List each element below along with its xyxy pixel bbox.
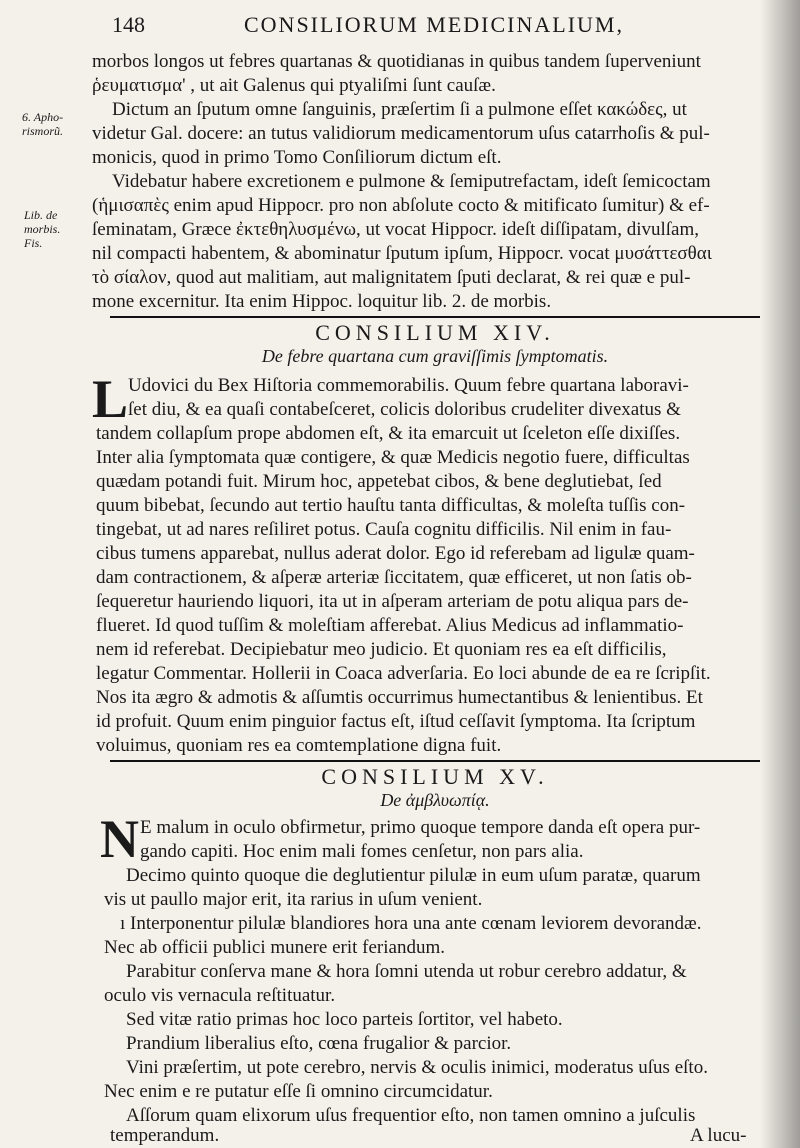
section-rule bbox=[110, 760, 760, 762]
text-line: Vini præſertim, ut pote cerebro, nervis & oculis inimici, moderatus uſus eſto. bbox=[126, 1057, 708, 1078]
text-line: dam contractionem, & aſperæ arteriæ ſiccitatem, quæ efficeret, ut non ſatis ob- bbox=[96, 567, 692, 588]
margin-note: 6. Apho- bbox=[22, 110, 64, 124]
text-line: Aſſorum quam elixorum uſus frequentior eſto, non tamen omnino a juſculis bbox=[126, 1105, 696, 1126]
text-line: Sed vitæ ratio primas hoc loco parteis ſortitor, vel habeto. bbox=[126, 1009, 563, 1030]
text-line: cibus tumens apparebat, nullus aderat dolor. Ego id referebam ad ligulæ quam- bbox=[96, 543, 695, 564]
text-line: ſet diu, & ea quaſi contabeſceret, colicis doloribus crudeliter divexatus & bbox=[128, 399, 681, 420]
text-line: Decimo quinto quoque die deglutientur pilulæ in eum uſum paratæ, quarum bbox=[126, 865, 701, 886]
text-line: Udovici du Bex Hiſtoria commemorabilis. Quum febre quartana laboravi- bbox=[128, 375, 689, 396]
text-line: Prandium liberalius eſto, cœna frugalior & parcior. bbox=[126, 1033, 512, 1054]
text-line: E malum in oculo obfirmetur, primo quoque tempore danda eſt opera pur- bbox=[140, 817, 701, 838]
text-line: (ἡμισαπὲς enim apud Hippocr. pro non abſolute cocto & mitificato ſumitur) & ef- bbox=[92, 195, 710, 216]
drop-cap: L bbox=[92, 369, 129, 429]
section-title: CONSILIUM XV. bbox=[321, 764, 549, 789]
section-title: CONSILIUM XIV. bbox=[315, 320, 555, 345]
text-line: Inter alia ſymptomata quæ contigere, & quæ Medicis negotio fuere, difficultas bbox=[96, 447, 690, 468]
catchword: A lucu- bbox=[690, 1125, 747, 1146]
text-line: flueret. Id quod tuſſim & moleſtiam afferebat. Alius Medicus ad inflammatio- bbox=[96, 615, 684, 636]
margin-note: morbis. bbox=[24, 222, 61, 236]
text-line: gando capiti. Hoc enim mali fomes cenſetur, non pars alia. bbox=[140, 841, 584, 862]
text-line: Nos ita ægro & admotis & aſſumtis occurrimus humectantibus & lenientibus. Et bbox=[96, 687, 703, 708]
text-line: Nec ab officii publici munere erit feriandum. bbox=[104, 937, 445, 958]
text-line: id profuit. Quum enim pinguior factus eſt, iſtud ceſſavit ſymptoma. Ita ſcriptum bbox=[96, 711, 696, 732]
text-line: τὸ σίαλον, quod aut malitiam, aut malignitatem ſputi declarat, & rei quæ e pul- bbox=[92, 267, 691, 288]
text-line: ſequeretur hauriendo liquori, ita ut in aſperam arteriam de potu aliqua pars de- bbox=[96, 591, 689, 612]
text-line: nem id referebat. Decipiebatur meo judicio. Et quoniam res ea eſt difficilis, bbox=[96, 639, 667, 660]
section-subtitle: De ἀμβλυωπίᾳ. bbox=[380, 790, 490, 810]
page-number: 148 bbox=[112, 12, 145, 37]
text-line: quædam potandi fuit. Mirum hoc, appetebat cibos, & bene deglutiebat, ſed bbox=[96, 471, 662, 492]
text-line: temperandum. bbox=[110, 1125, 220, 1146]
text-line: Nec enim e re putatur eſſe ſi omnino circumcidatur. bbox=[104, 1081, 493, 1102]
section-rule bbox=[110, 316, 760, 318]
text-line: nil compacti habentem, & abominatur ſputum ipſum, Hippocr. vocat μυσάττεσθαι bbox=[92, 243, 712, 264]
running-title: CONSILIORUM MEDICINALIUM, bbox=[244, 12, 624, 37]
text-line: tingebat, ut ad nares reſiliret potus. Cauſa cognitu difficilis. Nil enim in fau- bbox=[96, 519, 672, 540]
text-line: Videbatur habere excretionem e pulmone & ſemiputrefactam, ideſt ſemicoctam bbox=[112, 171, 711, 192]
text-line: ı Interponentur pilulæ blandiores hora una ante cœnam leviorem devorandæ. bbox=[120, 913, 702, 934]
margin-note: Lib. de bbox=[24, 208, 58, 222]
margin-note: rismorũ. bbox=[22, 124, 64, 138]
text-line: ſeminatam, Græce ἐκτεθηλυσμένω, ut vocat Hippocr. ideſt diſſipatam, divulſam, bbox=[92, 219, 700, 240]
text-line: mone excernitur. Ita enim Hippoc. loquitur lib. 2. de morbis. bbox=[92, 291, 552, 312]
section-subtitle: De febre quartana cum graviſſimis ſymptomatis. bbox=[261, 346, 609, 366]
text-line: vis ut paullo major erit, ita rarius in uſum venient. bbox=[104, 889, 483, 910]
page-gutter-shadow bbox=[760, 0, 800, 1148]
text-line: morbos longos ut febres quartanas & quotidianas in quibus tandem ſuperveniunt bbox=[92, 51, 701, 72]
text-line: Parabitur conſerva mane & hora ſomni utenda ut robur cerebro addatur, & bbox=[126, 961, 687, 982]
text-line: videtur Gal. docere: an tutus validiorum medicamentorum uſus catarrhoſis & pul- bbox=[92, 123, 710, 144]
text-line: monicis, quod in primo Tomo Conſiliorum dictum eſt. bbox=[92, 147, 502, 168]
drop-cap: N bbox=[100, 809, 139, 869]
text-line: tandem collapſum prope abdomen eſt, & ita emarcuit ut ſceleton eſſe dixiſſes. bbox=[96, 423, 681, 444]
text-line: Dictum an ſputum omne ſanguinis, præſertim ſi a pulmone eſſet κακώδες, ut bbox=[112, 99, 687, 120]
text-line: quum bibebat, ſecundo aut tertio hauſtu tanta difficultas, & moleſta tuſſis con- bbox=[96, 495, 686, 516]
text-line: ῥευματισμα' , ut ait Galenus qui ptyaliſmi ſunt cauſæ. bbox=[92, 75, 496, 96]
text-line: legatur Commentar. Hollerii in Coaca adverſaria. Eo loci abunde de ea re ſcripſit. bbox=[96, 663, 711, 684]
margin-note: Fis. bbox=[24, 236, 43, 250]
text-line: voluimus, quoniam res ea comtemplatione digna fuit. bbox=[96, 735, 502, 756]
text-line: oculo vis vernacula reſtituatur. bbox=[104, 985, 336, 1006]
